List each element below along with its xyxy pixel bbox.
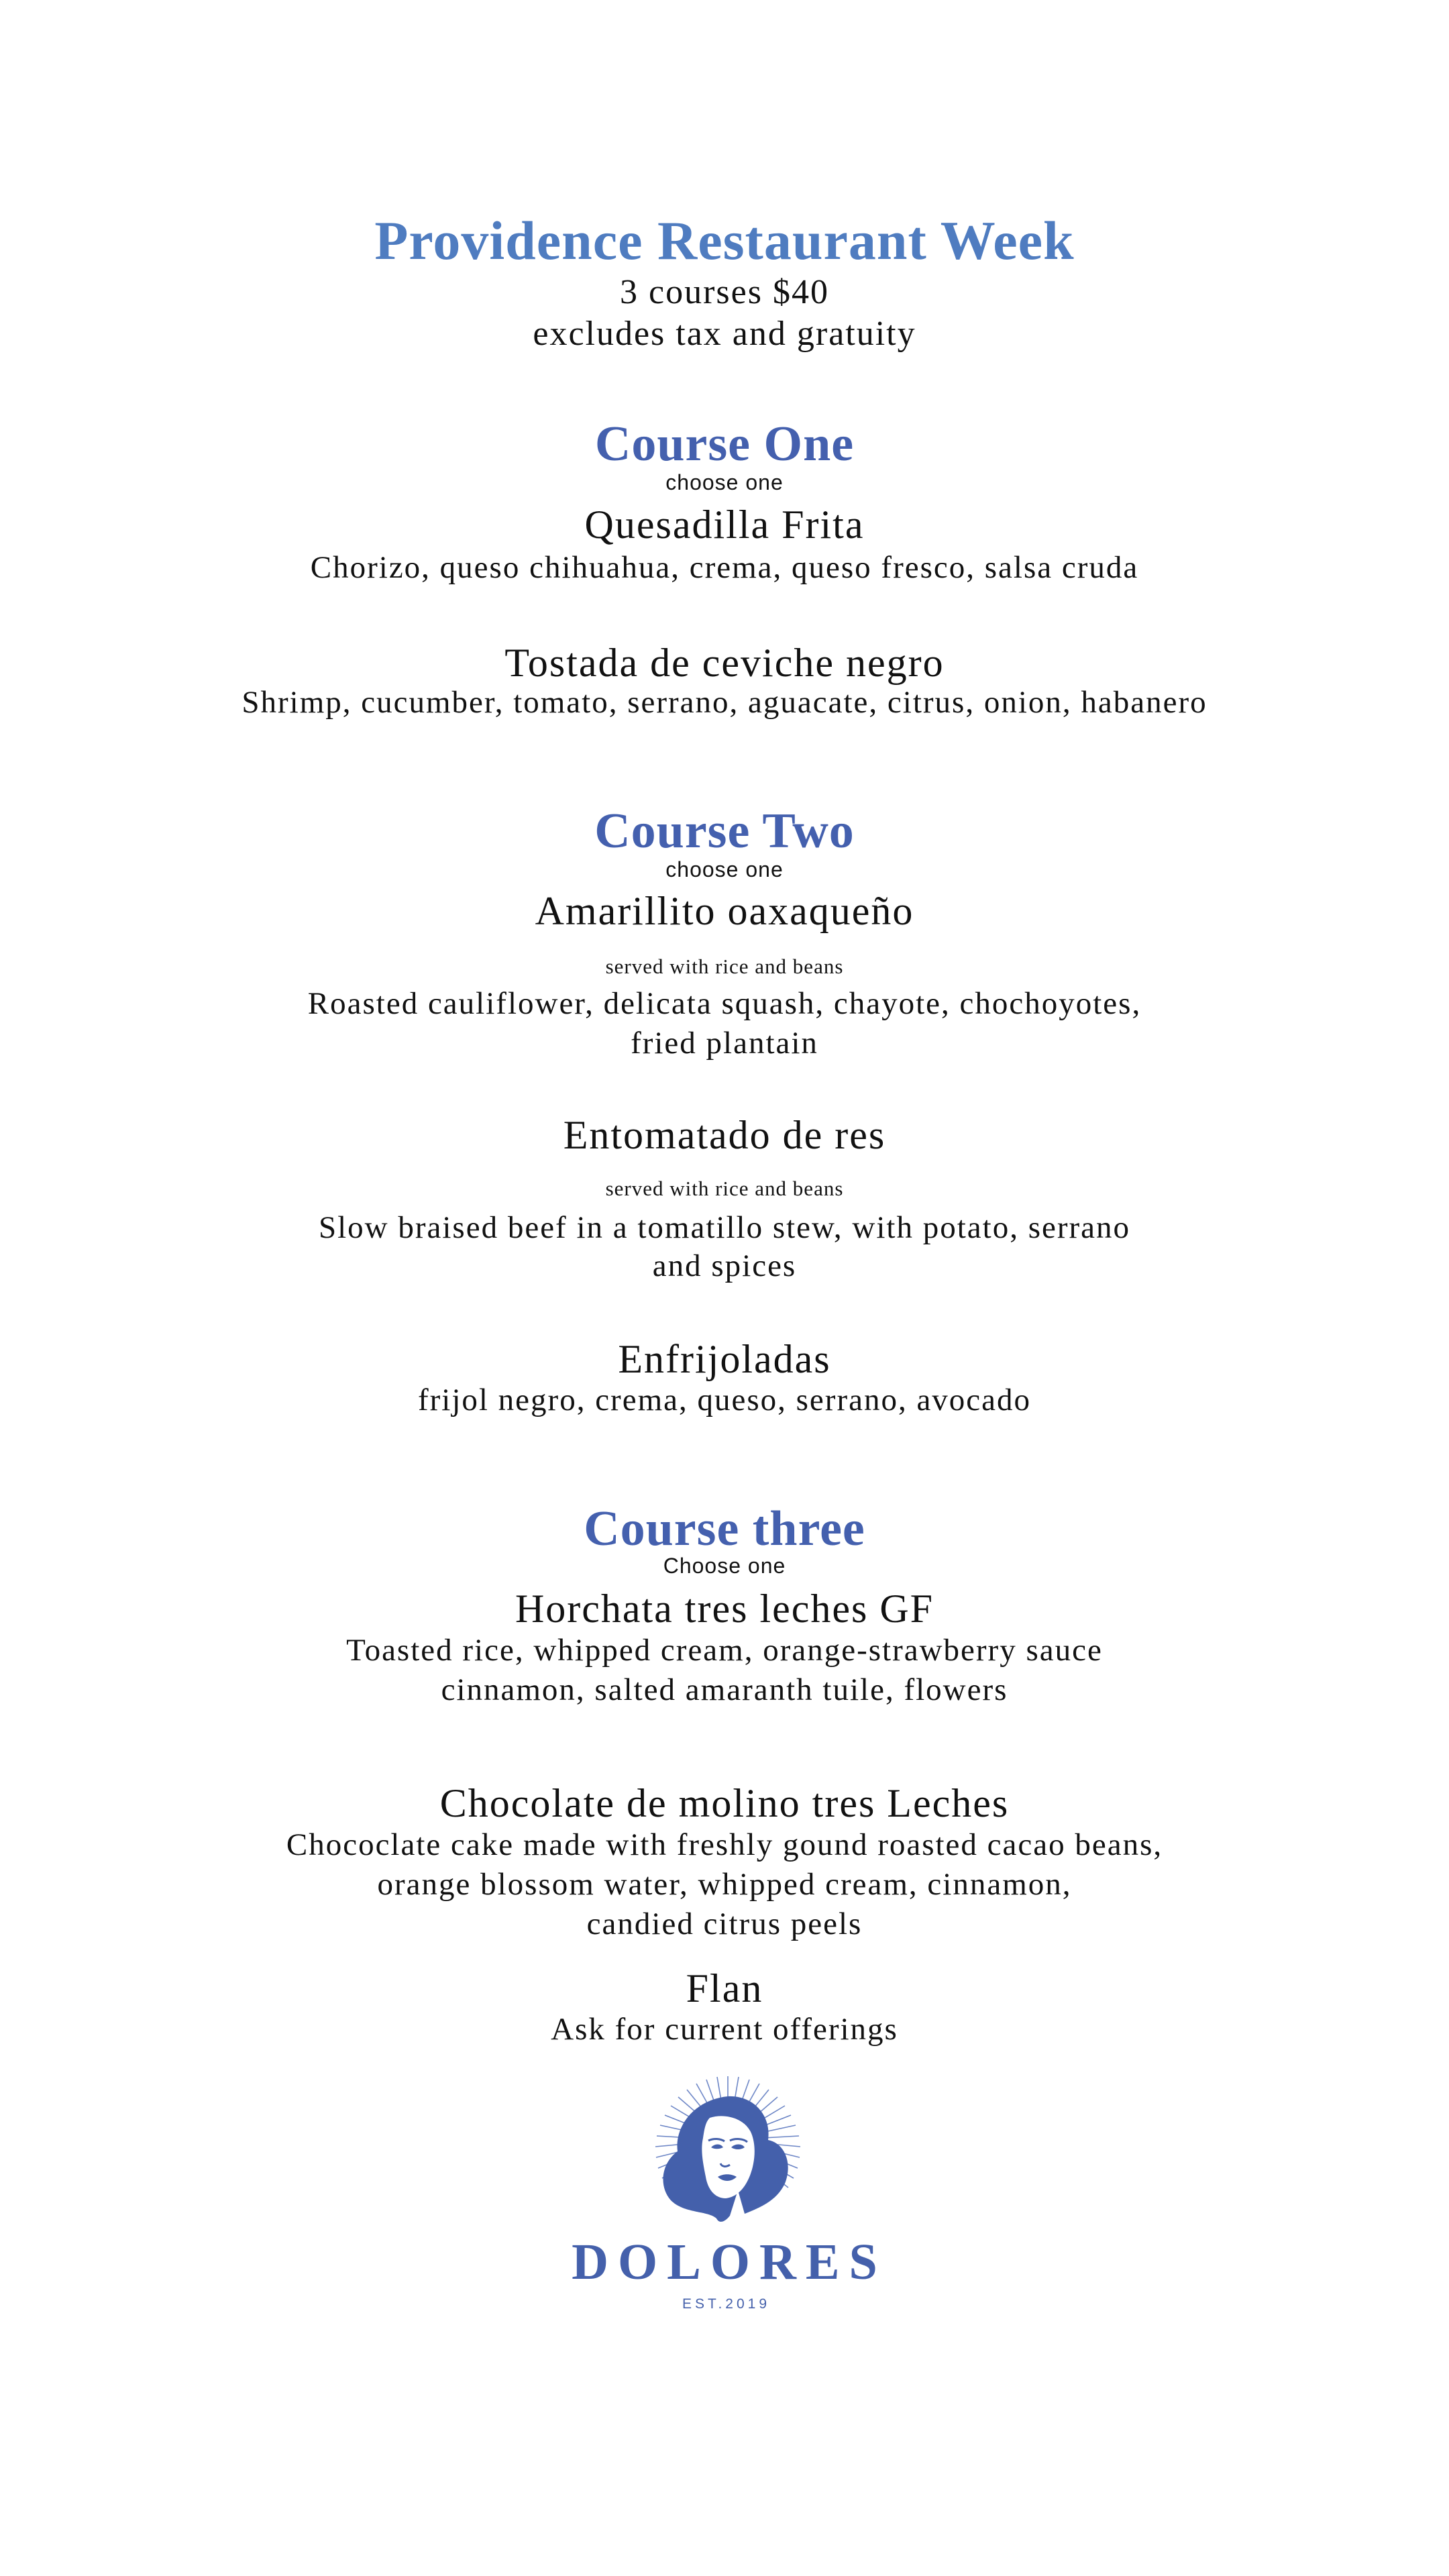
- dish-description: Toasted rice, whipped cream, orange-strawberry sauce: [346, 1633, 1103, 1668]
- dish-note: served with rice and beans: [605, 955, 844, 978]
- course-one-instruction: choose one: [665, 470, 784, 494]
- course-three-heading: Course three: [584, 1501, 865, 1556]
- dish-name: Quesadilla Frita: [584, 502, 865, 547]
- dish-description: Roasted cauliflower, delicata squash, chayote, chochoyotes,: [307, 986, 1142, 1021]
- dish-note: served with rice and beans: [605, 1177, 844, 1200]
- course-three-instruction: Choose one: [663, 1554, 786, 1578]
- price-line: 3 courses $40: [620, 273, 829, 311]
- dish-description: Chococlate cake made with freshly gound roasted cacao beans,: [286, 1827, 1163, 1862]
- dish-name: Chocolate de molino tres Leches: [439, 1781, 1010, 1825]
- dish-description: Ask for current offerings: [551, 2012, 898, 2047]
- dish-name: Horchata tres leches GF: [515, 1587, 934, 1631]
- dish-description: and spices: [652, 1248, 797, 1283]
- brand-name: DOLORES: [572, 2234, 887, 2290]
- menu-title: Providence Restaurant Week: [374, 210, 1075, 271]
- brand-established: EST.2019: [682, 2296, 771, 2312]
- dish-description: fried plantain: [631, 1026, 818, 1061]
- dish-description: Chorizo, queso chihuahua, crema, queso fresco, salsa cruda: [310, 550, 1139, 585]
- dish-description: Shrimp, cucumber, tomato, serrano, aguacate, citrus, onion, habanero: [241, 685, 1208, 720]
- course-one-heading: Course One: [594, 417, 855, 472]
- woman-portrait-sunburst-icon: [644, 2076, 812, 2227]
- dish-description: frijol negro, crema, queso, serrano, avocado: [417, 1383, 1032, 1417]
- course-two-instruction: choose one: [665, 857, 784, 881]
- dish-description: candied citrus peels: [586, 1907, 863, 1941]
- dish-name: Entomatado de res: [563, 1113, 886, 1157]
- dish-name: Amarillito oaxaqueño: [535, 889, 914, 933]
- dish-description: Slow braised beef in a tomatillo stew, with potato, serrano: [318, 1210, 1131, 1245]
- dish-description: cinnamon, salted amaranth tuile, flowers: [441, 1672, 1008, 1707]
- dish-description: orange blossom water, whipped cream, cinnamon,: [377, 1867, 1072, 1902]
- dish-name: Enfrijoladas: [618, 1337, 831, 1381]
- course-two-heading: Course Two: [594, 804, 855, 859]
- dish-name: Flan: [686, 1966, 763, 2010]
- tax-note: excludes tax and gratuity: [533, 315, 916, 353]
- dish-name: Tostada de ceviche negro: [504, 641, 945, 685]
